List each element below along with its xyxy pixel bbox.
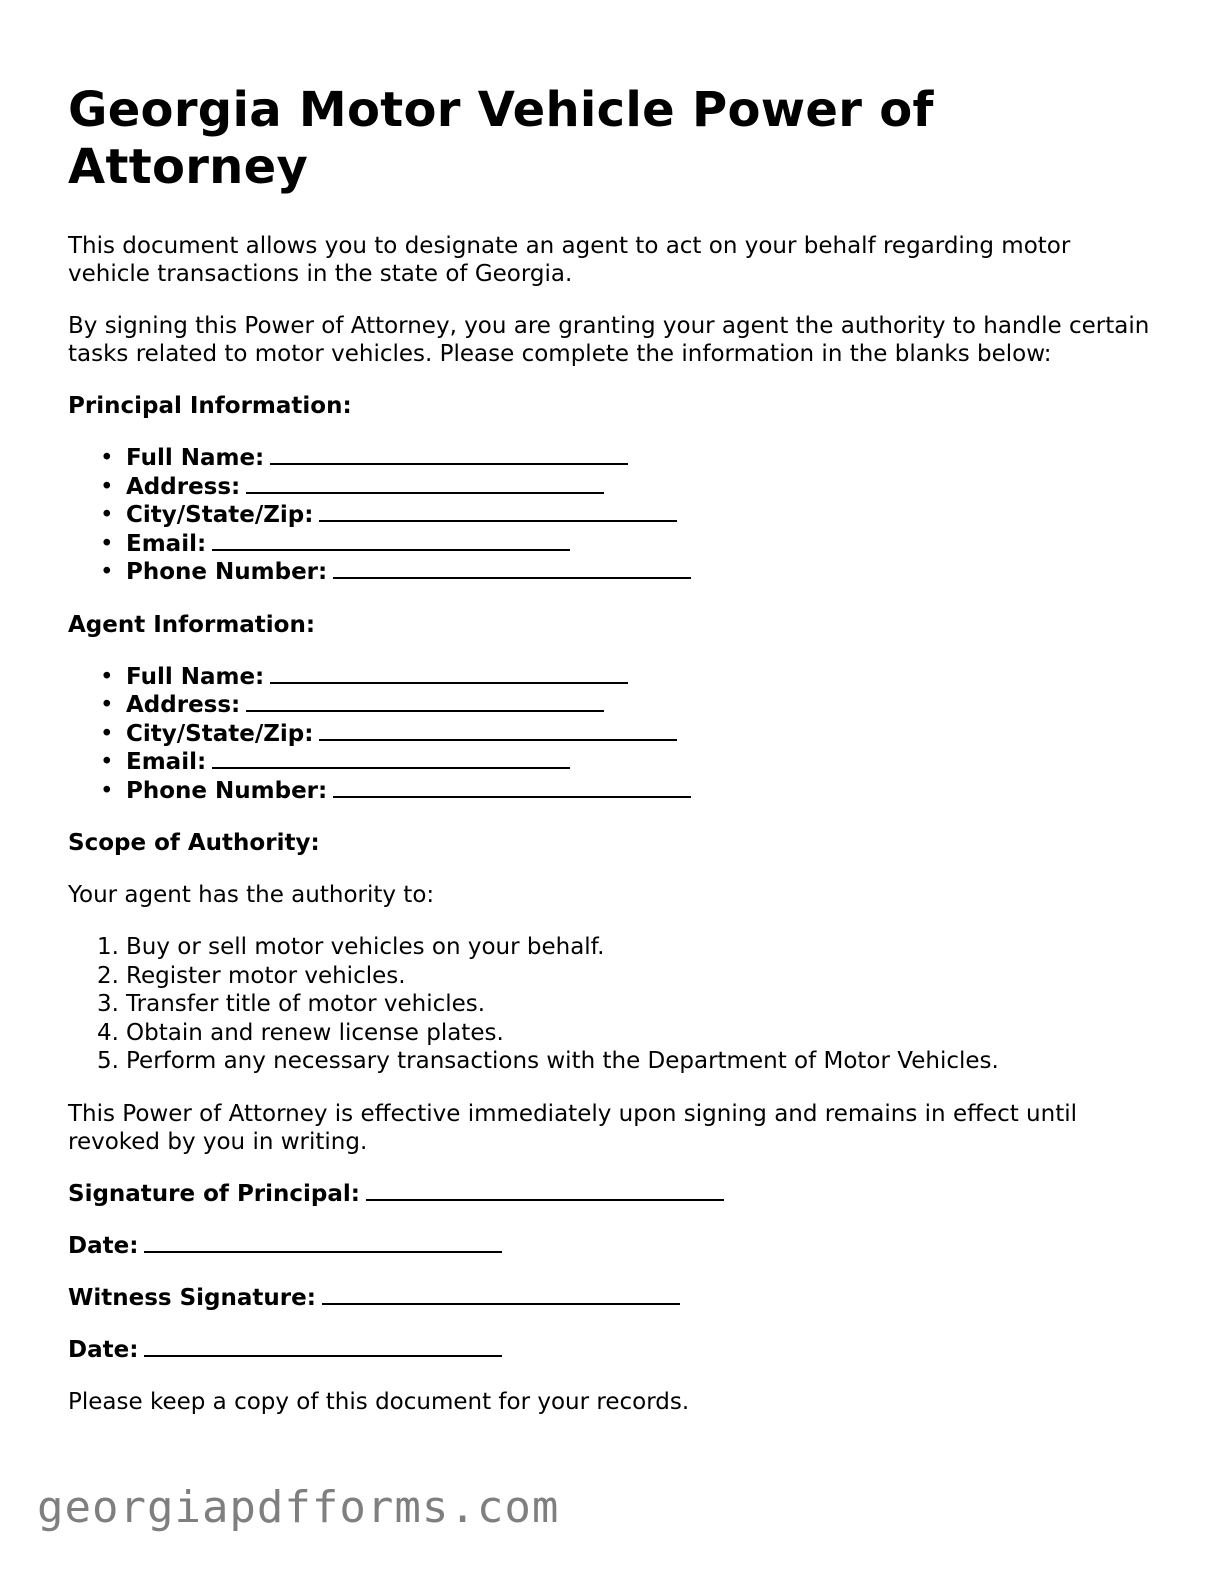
field-label: Phone Number: [126,777,328,804]
field-label: City/State/Zip: [126,720,314,747]
witness-signature-line [68,1284,1158,1312]
principal-field-full-name [126,444,1158,473]
item-number: 3. [97,991,119,1017]
signature-label: Signature of Principal: [68,1180,360,1207]
principal-field-email [126,530,1158,559]
principal-date-line [68,1232,1158,1260]
field-label: Phone Number: [126,559,328,585]
authority-item [97,1047,1158,1076]
date-label: Date: [68,1232,139,1259]
blank-line[interactable] [212,531,570,551]
witness-blank[interactable] [322,1285,680,1305]
signature-blank[interactable] [366,1181,724,1201]
witness-label: Witness Signature: [68,1284,316,1311]
agent-field-email [126,748,1158,777]
authority-item [97,1019,1158,1048]
field-label: City/State/Zip: [126,502,314,528]
item-number: 1. [97,934,119,960]
authority-list [68,933,1158,1076]
principal-heading: Principal Information: [68,393,352,419]
item-text: Obtain and renew license plates. [126,1019,504,1046]
instructions-paragraph: By signing this Power of Attorney, you are granting your agent the authority to handle certain tasks related to motor vehicles. Please complete the information in the blanks below: [68,313,1150,367]
date-blank[interactable] [144,1233,502,1253]
principal-field-address [126,473,1158,502]
agent-field-full-name [126,663,1158,692]
agent-heading: Agent Information: [68,611,316,638]
principal-signature-line [68,1180,1158,1208]
agent-fields [68,663,1158,806]
blank-line[interactable] [319,502,677,522]
intro-paragraph: This document allows you to designate an agent to act on your behalf regarding motor vehicle transactions in the state of Georgia. [68,233,1071,287]
principal-field-phone [126,558,1158,587]
blank-line[interactable] [270,664,628,684]
field-label: Full Name: [126,445,265,471]
date-label: Date: [68,1336,139,1363]
blank-line[interactable] [246,692,604,712]
field-label: Address: [126,473,241,500]
blank-line[interactable] [270,445,628,465]
field-label: Email: [126,530,207,557]
principal-field-city-state-zip [126,501,1158,530]
authority-item [97,933,1158,962]
item-text: Transfer title of motor vehicles. [126,991,486,1017]
principal-fields [68,444,1158,587]
item-text: Perform any necessary transactions with the Department of Motor Vehicles. [126,1048,999,1074]
item-number: 2. [97,962,119,989]
item-number: 5. [97,1048,119,1074]
field-label: Full Name: [126,663,265,690]
blank-line[interactable] [319,721,677,741]
witness-date-line [68,1336,1158,1364]
page-title: Georgia Motor Vehicle Power of Attorney [68,82,934,195]
item-text: Register motor vehicles. [126,962,406,989]
scope-heading: Scope of Authority: [68,830,320,856]
watermark-text: georgiapdfforms.com [37,1482,560,1533]
blank-line[interactable] [212,749,570,769]
field-label: Email: [126,749,207,775]
field-label: Address: [126,692,241,718]
scope-lead: Your agent has the authority to: [68,882,435,908]
item-text: Buy or sell motor vehicles on your behalf. [126,934,605,960]
blank-line[interactable] [333,778,691,798]
effective-paragraph: This Power of Attorney is effective immediately upon signing and remains in effect until revoked by you in writing. [68,1100,1078,1155]
blank-line[interactable] [246,474,604,494]
agent-field-phone [126,777,1158,806]
document-page [68,82,1158,1440]
authority-item [97,962,1158,991]
footer-note: Please keep a copy of this document for your records. [68,1388,690,1415]
agent-field-city-state-zip [126,720,1158,749]
date-blank[interactable] [144,1337,502,1357]
agent-field-address [126,691,1158,720]
authority-item [97,990,1158,1019]
blank-line[interactable] [333,559,691,579]
item-number: 4. [97,1019,119,1046]
